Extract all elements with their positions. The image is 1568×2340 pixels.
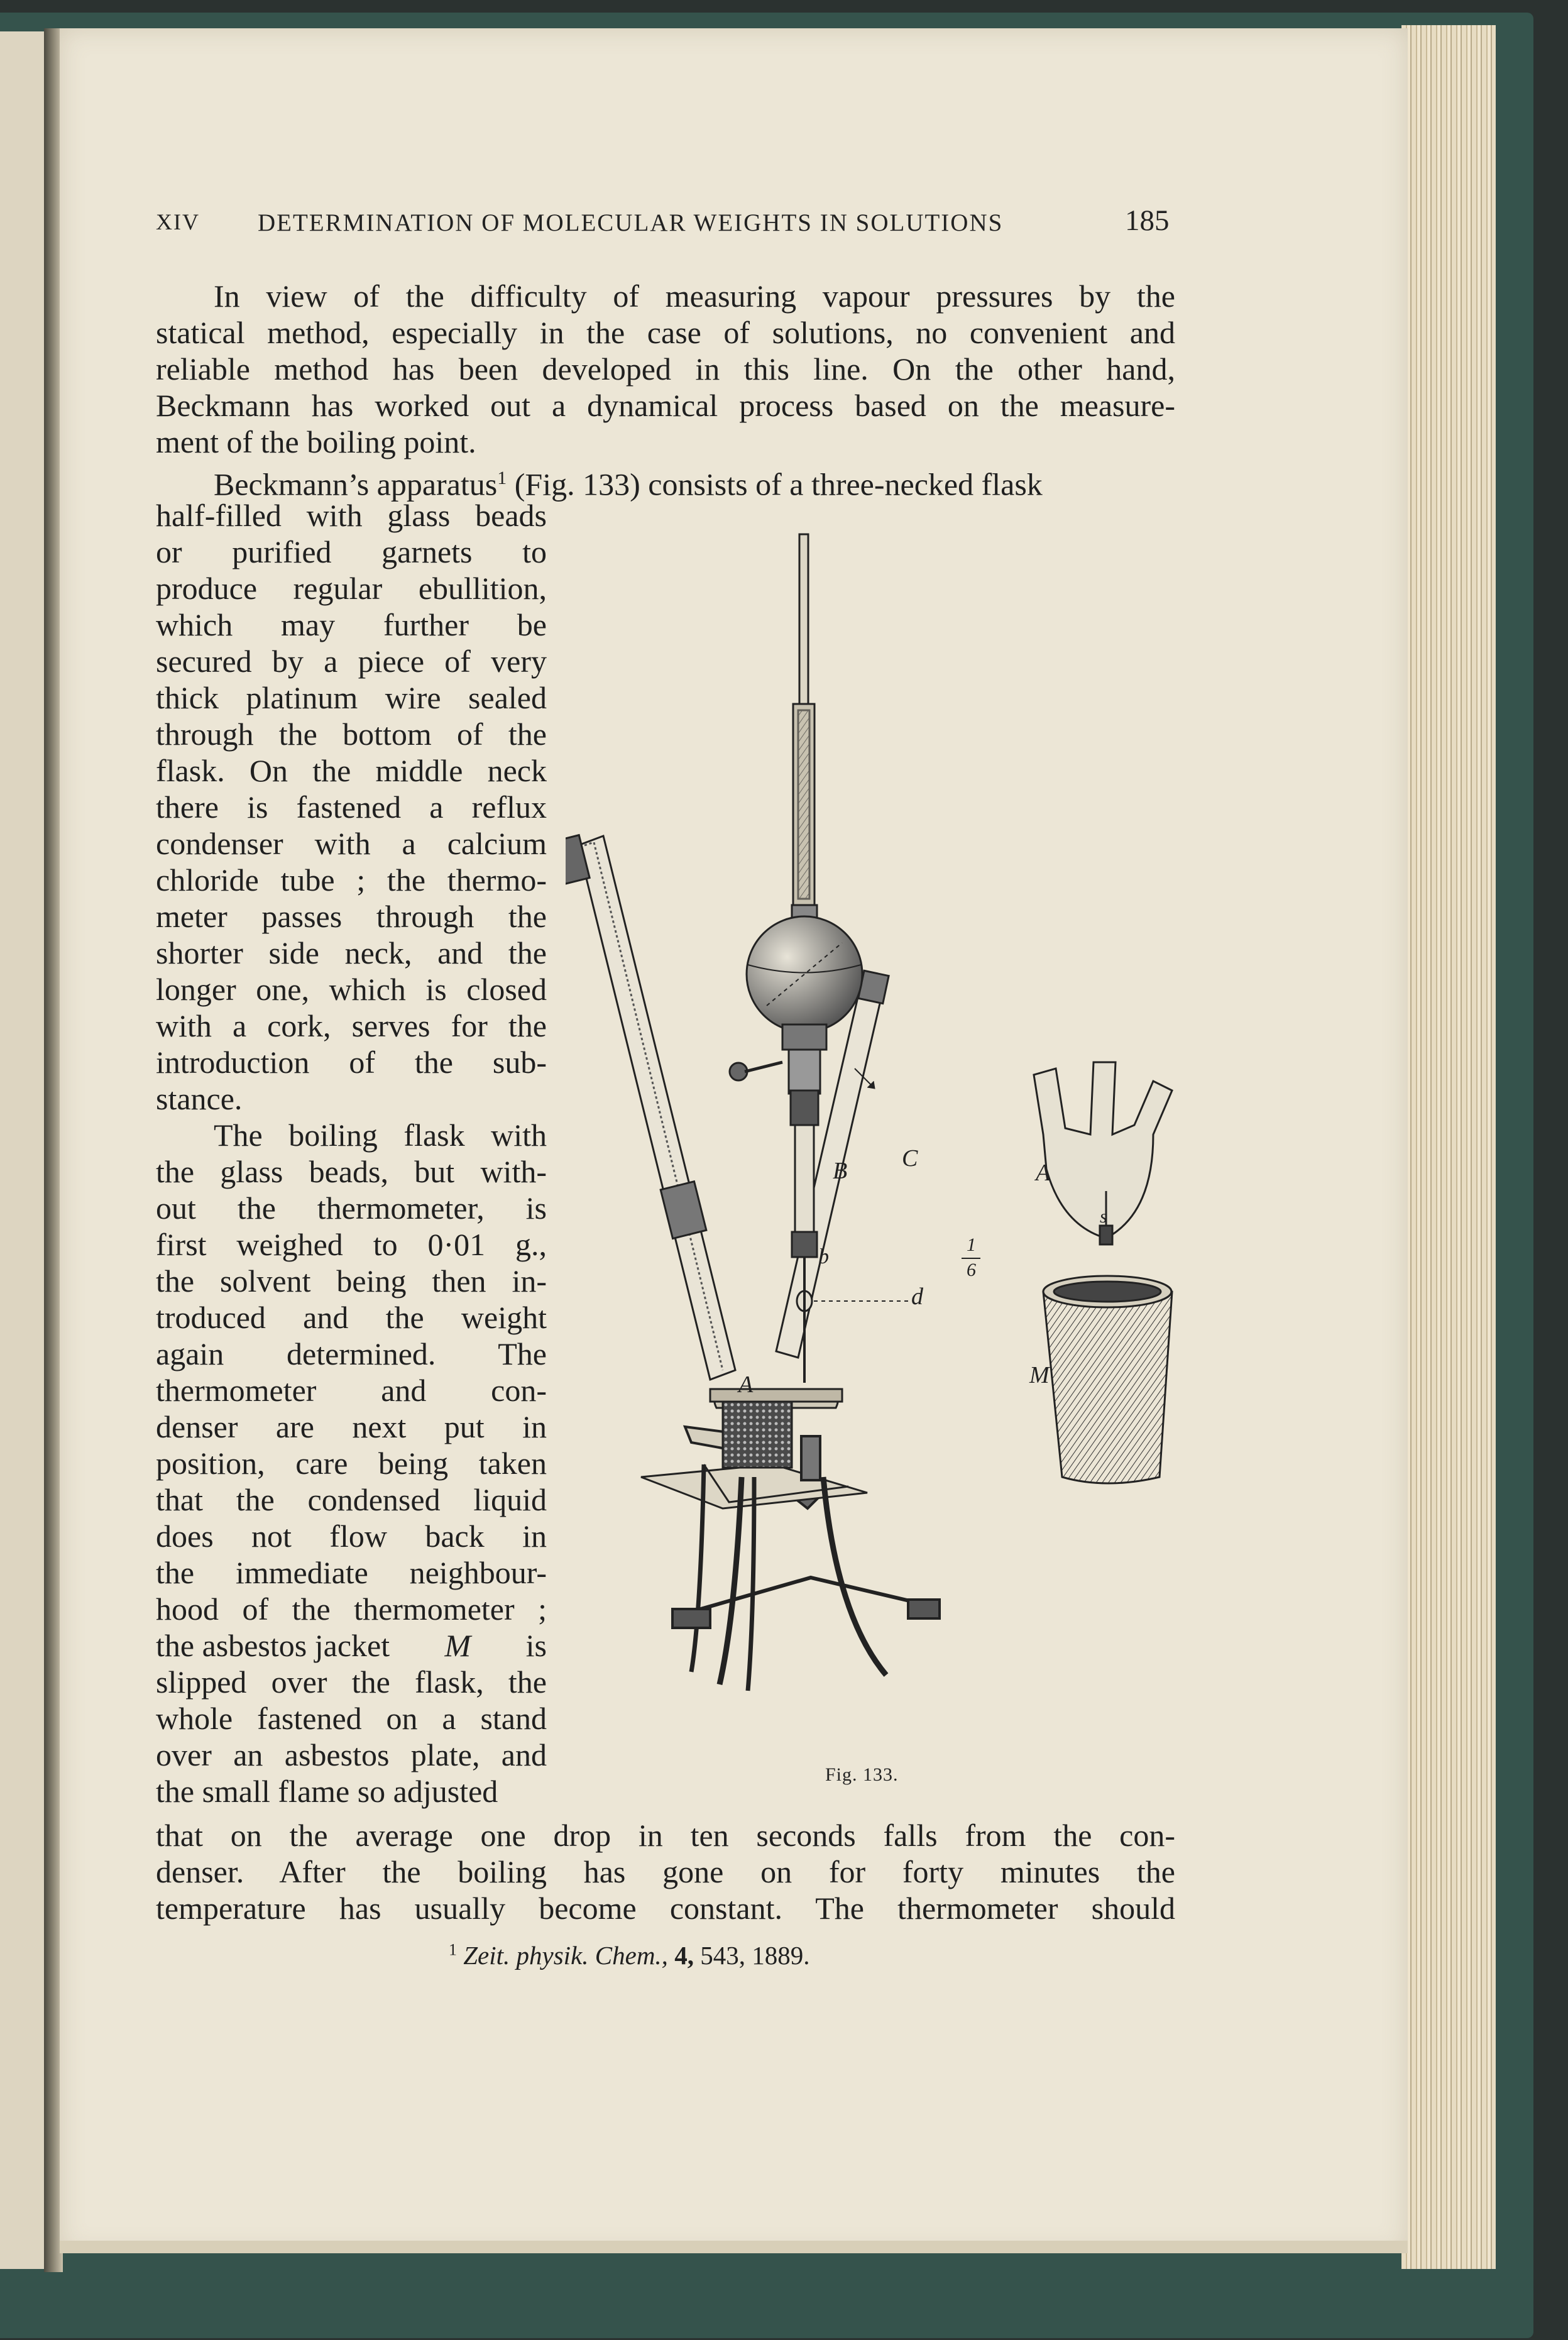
footnote-journal: Zeit. physik. Chem., — [463, 1941, 668, 1970]
text-line: reliable method has been developed in this line. On the other hand, — [156, 351, 1175, 387]
text-line: stance. — [156, 1081, 243, 1116]
running-head-section: XIV — [156, 209, 200, 234]
wrapped-paragraph — [156, 497, 547, 1810]
text-line: again determined. The — [156, 1336, 547, 1371]
text-line: half-filled with glass beads — [156, 498, 547, 533]
label-d: d — [911, 1283, 923, 1310]
stand-foot-left — [672, 1609, 710, 1628]
figure-133-apparatus — [566, 522, 1194, 1760]
text-line: first weighed to 0·01 g., — [156, 1227, 547, 1262]
boiling-flask-drawing — [710, 1389, 842, 1468]
cork-B — [791, 1090, 818, 1125]
stand-crossbar — [679, 1578, 918, 1615]
scale-denominator: 6 — [967, 1260, 976, 1280]
text-line: chloride tube ; the thermo- — [156, 862, 547, 898]
text-line: longer one, which is closed — [156, 972, 547, 1007]
text-line: shorter side neck, and the — [156, 935, 547, 970]
text-fragment: is — [525, 1628, 547, 1663]
text-line-jacket — [156, 1627, 547, 1664]
text-line: In view of the difficulty of measuring vapour pressures by the — [214, 278, 1175, 314]
text-line: The boiling flask with — [214, 1118, 547, 1153]
page-number: 185 — [1125, 204, 1170, 237]
stand-foot-right — [908, 1600, 940, 1618]
footnote-volume: 4, — [674, 1941, 694, 1970]
condenser-bulb — [747, 916, 862, 1032]
intro-paragraph — [156, 278, 1175, 502]
text-line: out the thermometer, is — [156, 1190, 547, 1226]
apparatus-line — [156, 460, 1175, 502]
label-A-detail: A — [1036, 1160, 1051, 1186]
footnote-mark: 1 — [449, 1940, 457, 1959]
text-line: or purified garnets to — [156, 534, 547, 569]
text-line: slipped over the flask, the — [156, 1664, 547, 1700]
footnote-reference: 1 — [497, 468, 507, 488]
text-line: denser. After the boiling has gone on for forty minutes the — [156, 1854, 1175, 1889]
text-line: secured by a piece of very — [156, 644, 547, 679]
text-line: through the bottom of the — [156, 717, 547, 752]
text-line: introduction of the sub- — [156, 1045, 547, 1080]
text-line: position, care being taken — [156, 1446, 547, 1481]
text-line: over an asbestos plate, and — [156, 1737, 547, 1772]
text-line: Beckmann has worked out a dynamical process based on the measure- — [156, 388, 1175, 423]
apparatus-rest: (Fig. 133) consists of a three-necked flask — [507, 466, 1043, 502]
text-line: thick platinum wire sealed — [156, 680, 547, 715]
cork-left — [661, 1182, 706, 1239]
tube-b — [795, 1125, 814, 1232]
text-fragment: the asbestos jacket — [156, 1628, 390, 1663]
text-line: temperature has usually become constant. The thermometer should — [156, 1891, 1175, 1926]
apparatus-text: Beckmann’s apparatus — [214, 466, 498, 502]
text-line: ment of the boiling point. — [156, 424, 476, 459]
text-line: troduced and the weight — [156, 1300, 547, 1335]
text-line: the solvent being then in- — [156, 1263, 547, 1299]
text-line: condenser with a calcium — [156, 826, 547, 861]
stand-leg-right — [823, 1477, 886, 1675]
text-line: the glass beads, but with- — [156, 1154, 547, 1189]
label-A-flask: A — [738, 1371, 754, 1398]
footnote-rest: 543, 1889. — [700, 1941, 810, 1970]
text-line: which may further be — [156, 607, 547, 642]
text-line: meter passes through the — [156, 899, 547, 934]
label-C: C — [902, 1145, 918, 1172]
figure-caption: Fig. 133. — [825, 1764, 899, 1785]
text-line: denser are next put in — [156, 1409, 547, 1444]
text-line: there is fastened a reflux — [156, 789, 547, 825]
stand-leg-mid — [748, 1477, 754, 1691]
previous-page-edge — [0, 31, 44, 2269]
thermometer-condenser — [730, 534, 875, 1383]
text-line: that the condensed liquid — [156, 1482, 547, 1517]
text-line: that on the average one drop in ten seconds falls from the con- — [156, 1818, 1175, 1853]
label-b: b — [818, 1245, 829, 1268]
text-line: hood of the thermometer ; — [156, 1591, 547, 1627]
text-line: produce regular ebullition, — [156, 571, 547, 606]
stopcock-handle — [730, 1063, 747, 1080]
footnote — [449, 1940, 809, 1970]
text-line: the immediate neighbour- — [156, 1555, 547, 1590]
text-line: does not flow back in — [156, 1519, 547, 1554]
page-edges — [1401, 25, 1496, 2269]
glass-beads — [723, 1398, 792, 1468]
stand-hub — [801, 1436, 820, 1480]
text-line: whole fastened on a stand — [156, 1701, 547, 1736]
jacket-letter: M — [444, 1628, 471, 1663]
side-tube-left — [566, 835, 735, 1380]
running-head-title: DETERMINATION OF MOLECULAR WEIGHTS IN SOLUTIONS — [258, 209, 1004, 236]
closing-paragraph — [156, 1817, 1175, 1926]
label-B: B — [833, 1158, 848, 1184]
text-line: statical method, especially in the case of solutions, no convenient and — [156, 315, 1175, 350]
text-line: with a cork, serves for the — [156, 1008, 547, 1043]
text-line: the small flame so adjusted — [156, 1774, 498, 1809]
text-line: thermometer and con- — [156, 1373, 547, 1408]
scale-numerator: 1 — [967, 1234, 976, 1255]
text-line: flask. On the middle neck — [156, 753, 547, 788]
label-M: M — [1029, 1362, 1050, 1388]
label-s: s — [1100, 1206, 1107, 1227]
page-bottom-edge — [60, 2241, 1408, 2253]
detail-jacket-M — [1043, 1276, 1172, 1483]
